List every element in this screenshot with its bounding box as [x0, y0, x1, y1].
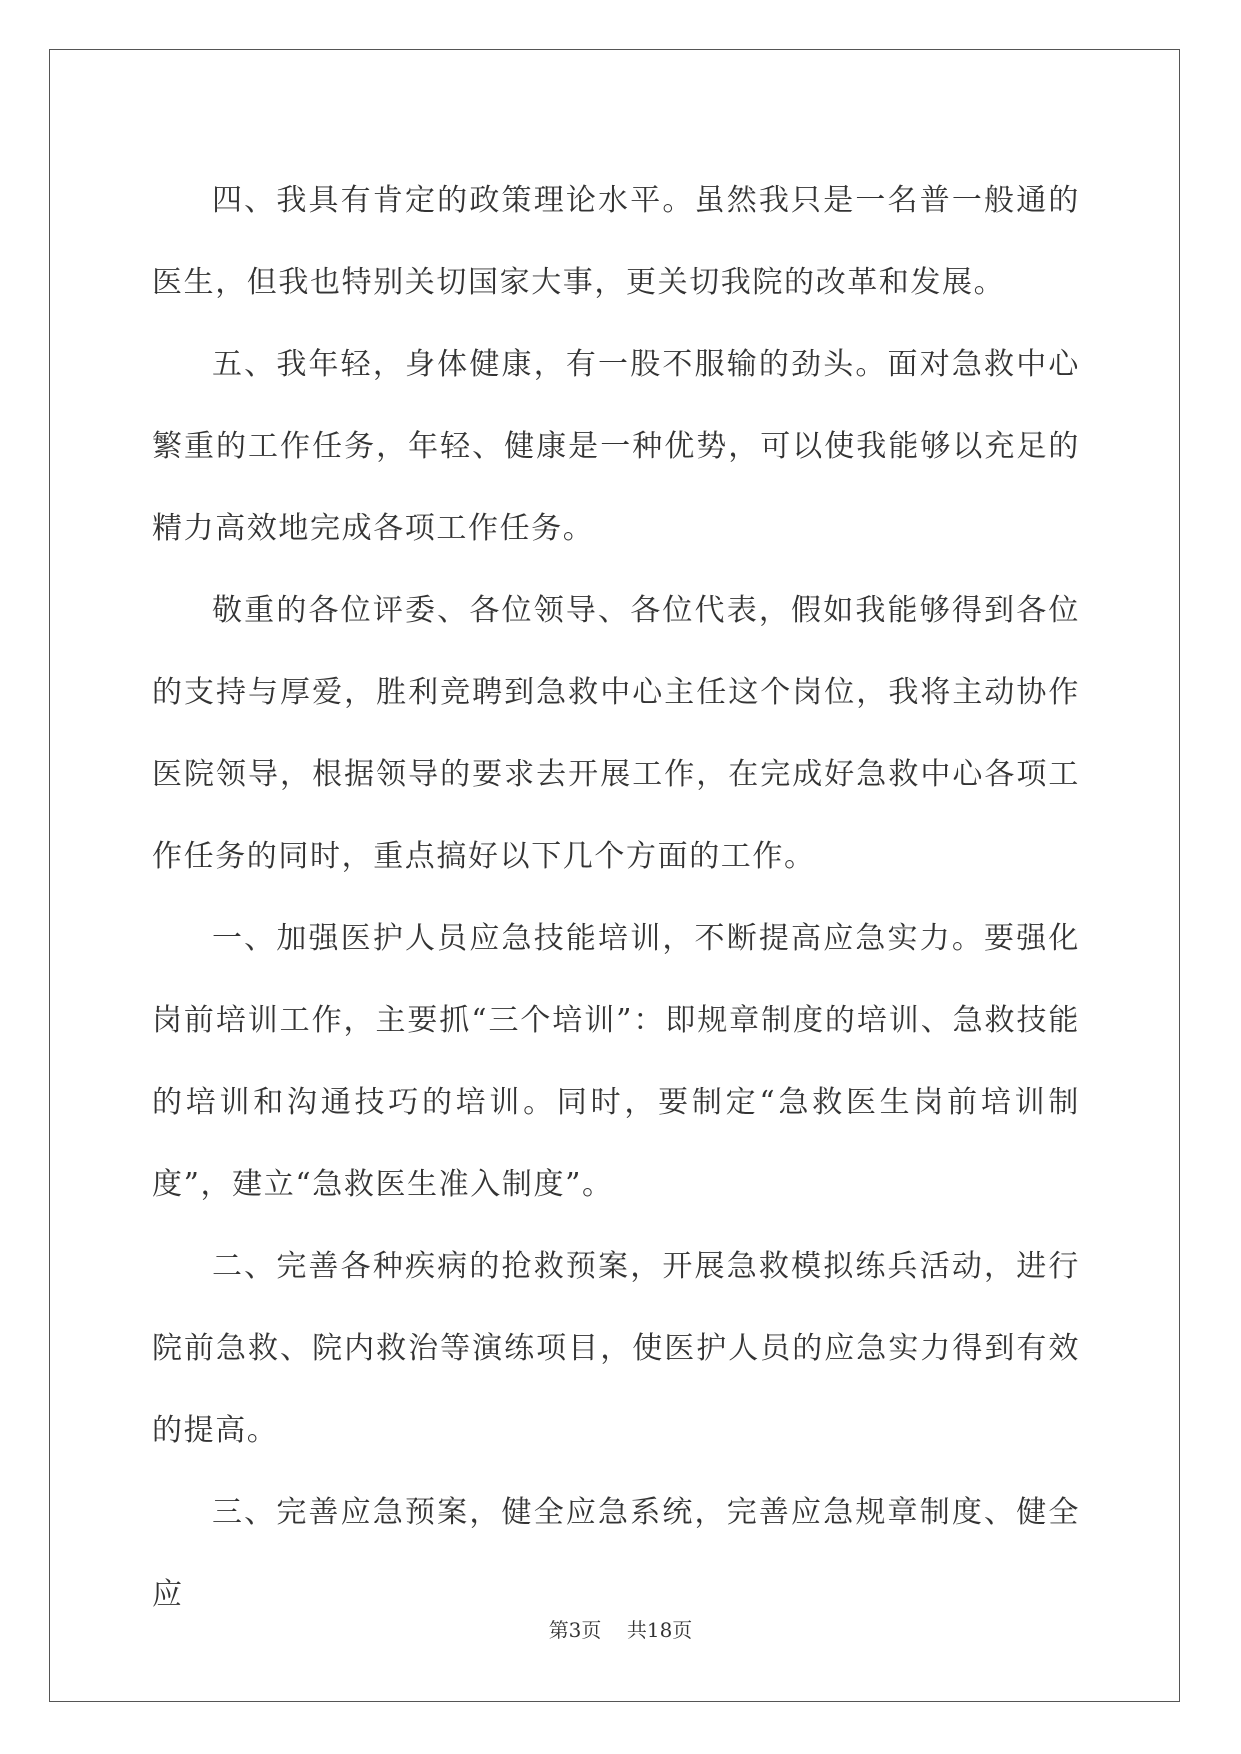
page-footer: [0, 1614, 1241, 1643]
document-body: [152, 160, 1080, 1636]
paragraph: 二、完善各种疾病的抢救预案，开展急救模拟练兵活动，进行院前急救、院内救治等演练项目，使医护人员的应急实力得到有效的提高。: [152, 1249, 1080, 1448]
paragraph: 一、加强医护人员应急技能培训，不断提高应急实力。要强化岗前培训工作，主要抓“三个培训”：即规章制度的培训、急救技能的培训和沟通技巧的培训。同时，要制定“急救医生岗前培训制度”，建立“急救医生准入制度”。: [152, 921, 1080, 1202]
page-total: 共18页: [626, 1618, 693, 1642]
paragraph: 五、我年轻，身体健康，有一股不服输的劲头。面对急救中心繁重的工作任务，年轻、健康是一种优势，可以使我能够以充足的精力高效地完成各项工作任务。: [152, 347, 1080, 546]
paragraph: 四、我具有肯定的政策理论水平。虽然我只是一名普一般通的医生，但我也特别关切国家大事，更关切我院的改革和发展。: [152, 183, 1080, 300]
paragraph: 三、完善应急预案，健全应急系统，完善应急规章制度、健全应: [152, 1495, 1080, 1612]
page-number: 第3页: [548, 1618, 602, 1642]
paragraph: 敬重的各位评委、各位领导、各位代表，假如我能够得到各位的支持与厚爱，胜利竞聘到急救中心主任这个岗位，我将主动协作医院领导，根据领导的要求去开展工作，在完成好急救中心各项工作任务的同时，重点搞好以下几个方面的工作。: [152, 593, 1080, 874]
